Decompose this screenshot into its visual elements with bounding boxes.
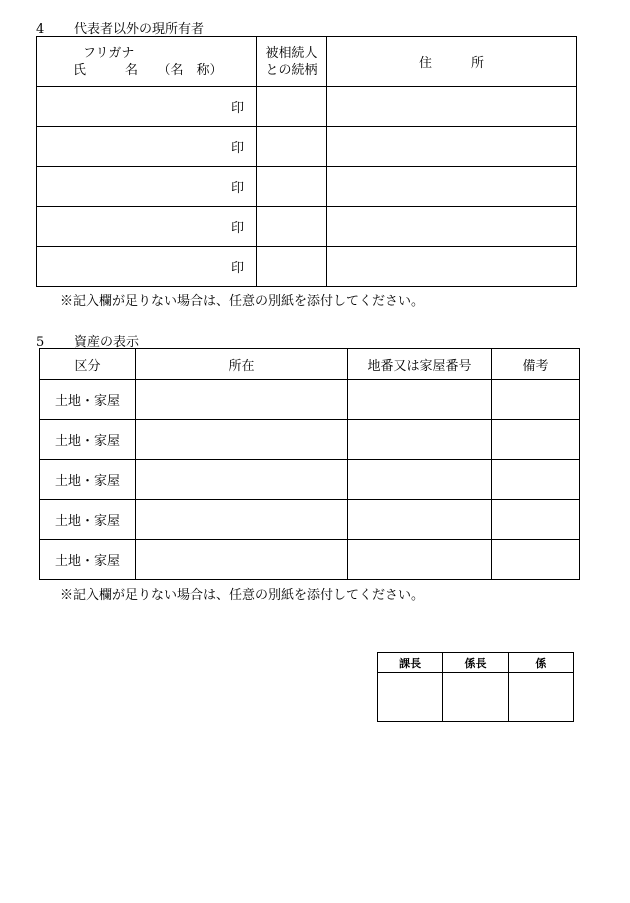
staff-stamp[interactable] <box>508 673 573 722</box>
table-row <box>37 127 577 167</box>
table-row <box>40 500 580 540</box>
current-owners-table <box>36 36 577 287</box>
stamp-row <box>378 673 574 722</box>
furigana-label: フリガナ <box>83 45 135 61</box>
seal-mark: 印 <box>230 181 244 196</box>
owner-name-cell[interactable] <box>37 207 257 247</box>
owner-name-cell[interactable] <box>37 167 257 207</box>
lot-number-cell[interactable] <box>348 460 492 500</box>
table-row <box>37 247 577 287</box>
category-cell: 土地・家屋 <box>40 380 136 420</box>
relation-cell[interactable] <box>257 127 327 167</box>
lot-number-cell[interactable] <box>348 420 492 460</box>
relation-cell[interactable] <box>257 207 327 247</box>
category-cell: 土地・家屋 <box>40 500 136 540</box>
relation-cell[interactable] <box>257 247 327 287</box>
table-row <box>40 460 580 500</box>
table-row <box>37 207 577 247</box>
name-header <box>37 37 257 87</box>
seal-mark: 印 <box>230 221 244 236</box>
lot-number-header: 地番又は家屋番号 <box>348 349 492 380</box>
remarks-cell[interactable] <box>492 500 580 540</box>
section5-note: ※記入欄が足りない場合は、任意の別紙を添付してください。 <box>60 588 425 603</box>
section-chief-stamp[interactable] <box>378 673 443 722</box>
relation-header <box>257 37 327 87</box>
remarks-cell[interactable] <box>492 460 580 500</box>
remarks-cell[interactable] <box>492 540 580 580</box>
category-cell: 土地・家屋 <box>40 540 136 580</box>
seal-mark: 印 <box>230 261 244 276</box>
remarks-cell[interactable] <box>492 380 580 420</box>
relation-cell[interactable] <box>257 87 327 127</box>
address-cell[interactable] <box>327 167 577 207</box>
approval-stamp-box <box>377 652 574 722</box>
address-cell[interactable] <box>327 127 577 167</box>
location-header: 所在 <box>136 349 348 380</box>
table-row <box>40 540 580 580</box>
assets-table <box>39 348 580 580</box>
seal-mark: 印 <box>230 141 244 156</box>
category-header: 区分 <box>40 349 136 380</box>
table-row <box>40 420 580 460</box>
table-header-row <box>40 349 580 380</box>
location-cell[interactable] <box>136 540 348 580</box>
section4-title <box>36 18 204 37</box>
subsection-chief-label: 係長 <box>443 653 508 673</box>
address-cell[interactable] <box>327 207 577 247</box>
lot-number-cell[interactable] <box>348 380 492 420</box>
location-cell[interactable] <box>136 380 348 420</box>
relation-label-line1: 被相続人 <box>265 45 318 61</box>
location-cell[interactable] <box>136 460 348 500</box>
seal-mark: 印 <box>230 101 244 116</box>
location-cell[interactable] <box>136 420 348 460</box>
remarks-cell[interactable] <box>492 420 580 460</box>
relation-label-line2: との続柄 <box>265 62 318 78</box>
table-row <box>37 167 577 207</box>
owner-name-cell[interactable] <box>37 87 257 127</box>
address-header: 住 所 <box>327 37 577 87</box>
address-cell[interactable] <box>327 87 577 127</box>
lot-number-cell[interactable] <box>348 500 492 540</box>
table-header-row <box>37 37 577 87</box>
relation-cell[interactable] <box>257 167 327 207</box>
owner-name-cell[interactable] <box>37 247 257 287</box>
lot-number-cell[interactable] <box>348 540 492 580</box>
table-row <box>37 87 577 127</box>
name-label: 氏 名 （名 称） <box>73 62 223 78</box>
section5-title-text: 資産の表示 <box>74 335 140 350</box>
table-row <box>40 380 580 420</box>
category-cell: 土地・家屋 <box>40 460 136 500</box>
section4-number: 4 <box>36 22 45 37</box>
section4-note: ※記入欄が足りない場合は、任意の別紙を添付してください。 <box>60 294 425 309</box>
section4-title-text: 代表者以外の現所有者 <box>74 22 205 37</box>
location-cell[interactable] <box>136 500 348 540</box>
section5-number: 5 <box>36 335 45 350</box>
stamp-header-row <box>378 653 574 673</box>
remarks-header: 備考 <box>492 349 580 380</box>
staff-label: 係 <box>508 653 573 673</box>
category-cell: 土地・家屋 <box>40 420 136 460</box>
section-chief-label: 課長 <box>378 653 443 673</box>
address-cell[interactable] <box>327 247 577 287</box>
owner-name-cell[interactable] <box>37 127 257 167</box>
subsection-chief-stamp[interactable] <box>443 673 508 722</box>
